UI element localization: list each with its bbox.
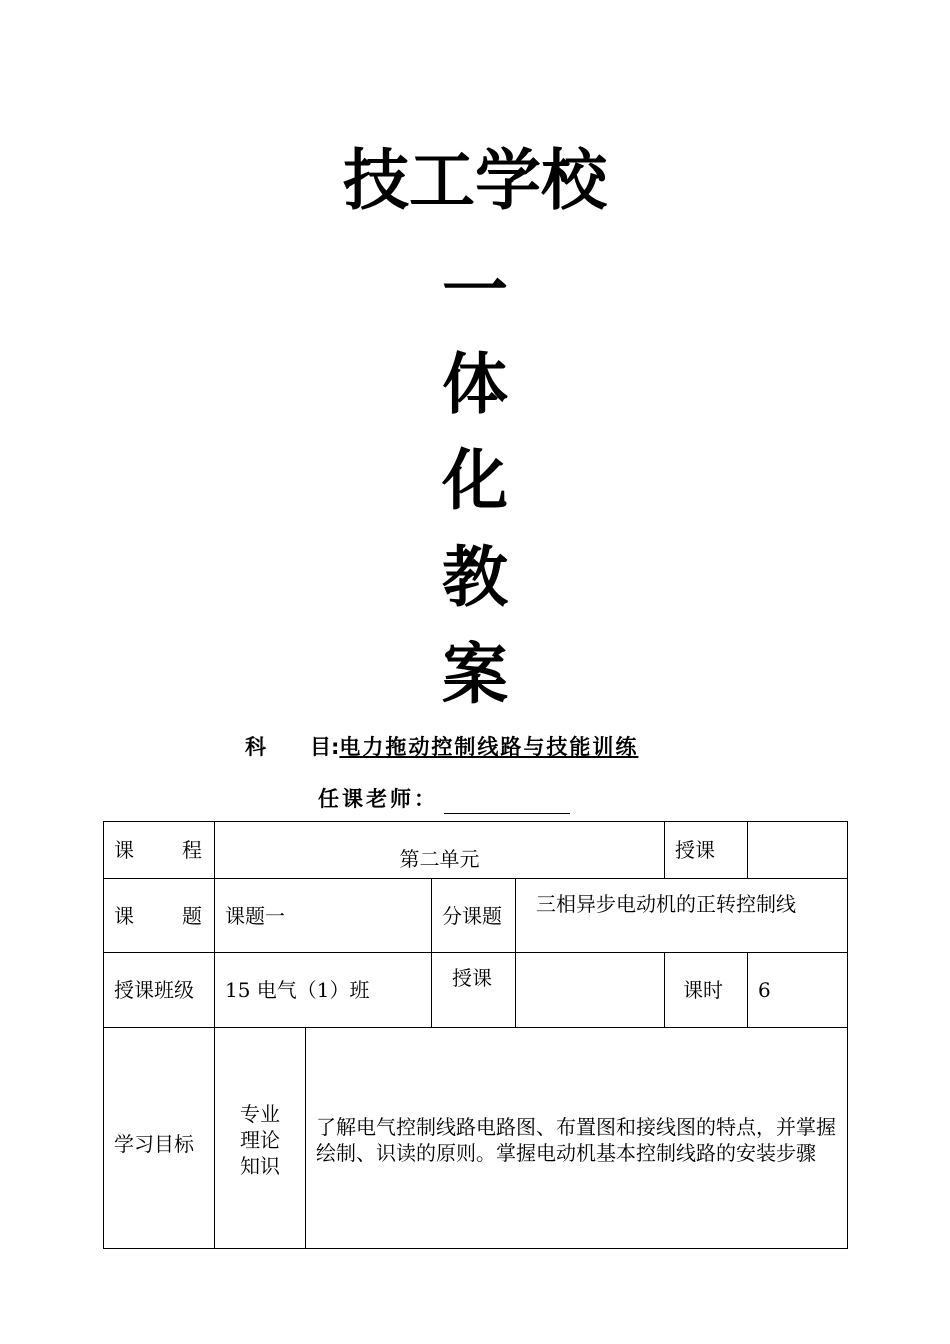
course-label-char: 课 — [114, 838, 134, 862]
course-label-char: 程 — [182, 838, 202, 862]
objective-category-line: 专业 — [240, 1102, 280, 1126]
table-row — [104, 953, 848, 1028]
vertical-title-char: 教 — [442, 539, 508, 616]
topic-value-cell: 课题一 — [215, 879, 432, 953]
subject-value: 电力拖动控制线路与技能训练 — [339, 735, 639, 759]
subject-label-b: 目: — [310, 735, 340, 759]
vertical-title-char: 案 — [442, 636, 508, 713]
objective-category-line: 理论 — [240, 1128, 280, 1152]
hours-label-cell: 课时 — [665, 953, 748, 1028]
objective-category-line: 知识 — [240, 1154, 280, 1178]
subtopic-value-cell: 三相异步电动机的正转控制线 — [516, 879, 848, 953]
teacher-blank — [444, 791, 570, 814]
hours-value-cell: 6 — [748, 953, 848, 1028]
vertical-title-char: 体 — [442, 346, 508, 423]
vertical-title-char: 一 — [442, 252, 508, 329]
subtopic-label-cell: 分课题 — [432, 879, 516, 953]
course-value: 第二单元 — [399, 847, 480, 871]
teach-value-cell — [748, 822, 848, 879]
objective-label-cell: 学习目标 — [104, 1028, 215, 1249]
teach-value-cell-2 — [516, 953, 665, 1028]
topic-label-char: 题 — [182, 903, 202, 928]
table-row — [104, 879, 848, 953]
course-label-cell — [104, 822, 215, 879]
subject-label-a: 科 — [245, 735, 266, 759]
topic-label-cell — [104, 879, 215, 953]
table-row — [104, 1028, 848, 1249]
class-value-cell: 15 电气（1）班 — [215, 953, 432, 1028]
school-title: 技工学校 — [343, 142, 607, 219]
subject-line — [245, 732, 638, 762]
table-row — [104, 822, 848, 879]
lesson-plan-table — [103, 821, 848, 1249]
objective-text-cell: 了解电气控制线路电路图、布置图和接线图的特点，并掌握绘制、识读的原则。掌握电动机基本控制线路的安装步骤 — [306, 1028, 848, 1249]
teach-label-cell-2: 授课 — [432, 953, 516, 1028]
topic-label-char: 课 — [114, 903, 134, 928]
objective-category-cell — [215, 1028, 306, 1249]
vertical-title-char: 化 — [442, 442, 508, 519]
course-value-cell — [215, 822, 665, 879]
teacher-label: 任课老师： — [318, 787, 438, 811]
teacher-line — [318, 784, 570, 814]
teach-label-cell: 授课 — [665, 822, 748, 879]
class-label-cell: 授课班级 — [104, 953, 215, 1028]
